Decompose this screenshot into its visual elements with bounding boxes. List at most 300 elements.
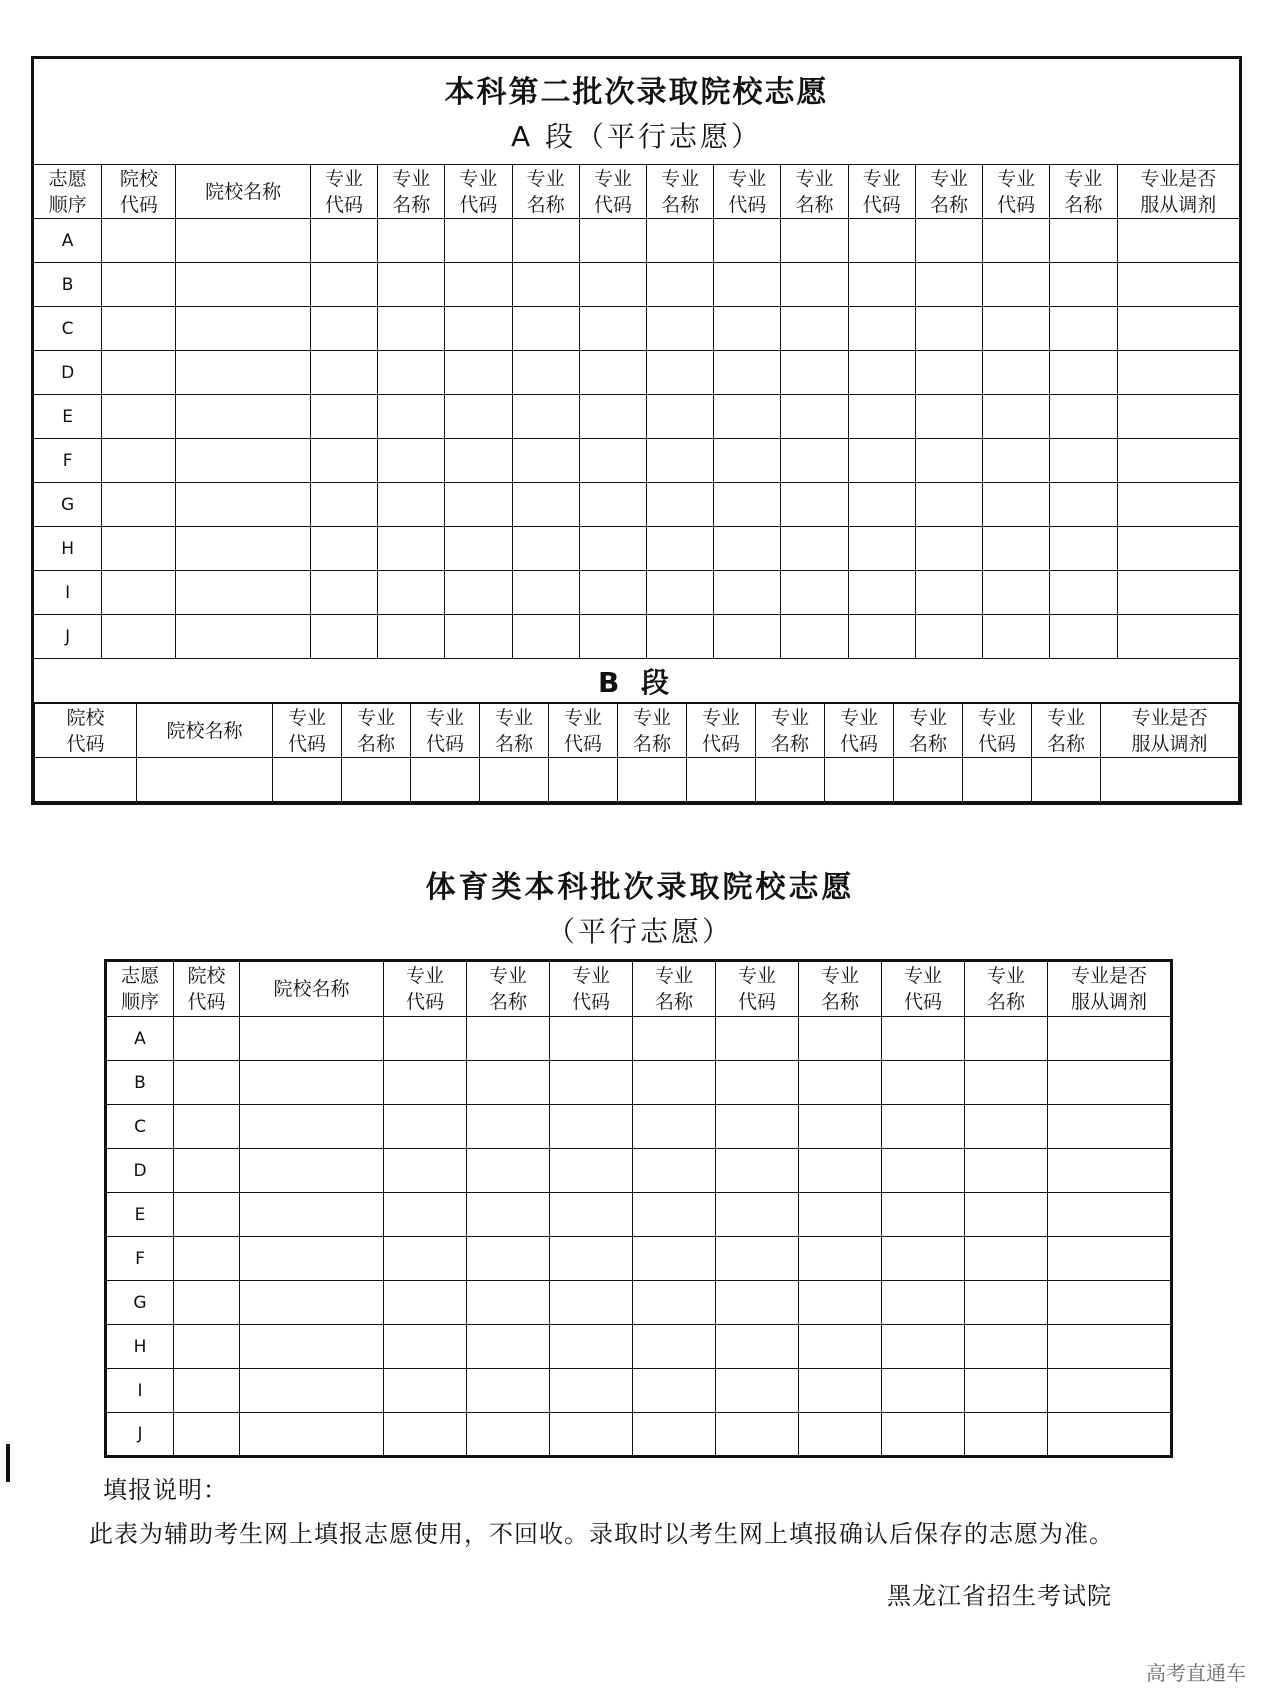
- fill-cell[interactable]: [1117, 615, 1240, 659]
- fill-cell[interactable]: [915, 307, 982, 351]
- fill-cell[interactable]: [512, 307, 579, 351]
- fill-cell[interactable]: [102, 351, 176, 395]
- fill-cell[interactable]: [687, 758, 756, 802]
- fill-cell[interactable]: [716, 1149, 799, 1193]
- fill-cell[interactable]: [549, 758, 618, 802]
- fill-cell[interactable]: [240, 1413, 384, 1457]
- fill-cell[interactable]: [714, 571, 781, 615]
- fill-cell[interactable]: [714, 307, 781, 351]
- fill-cell[interactable]: [965, 1149, 1048, 1193]
- fill-cell[interactable]: [983, 483, 1050, 527]
- fill-cell[interactable]: [882, 1149, 965, 1193]
- fill-cell[interactable]: [550, 1149, 633, 1193]
- fill-cell[interactable]: [445, 527, 512, 571]
- fill-cell[interactable]: [176, 351, 310, 395]
- fill-cell[interactable]: [467, 1413, 550, 1457]
- fill-cell[interactable]: [965, 1193, 1048, 1237]
- fill-cell[interactable]: [716, 1017, 799, 1061]
- fill-cell[interactable]: [310, 483, 377, 527]
- fill-cell[interactable]: [174, 1105, 240, 1149]
- fill-cell[interactable]: [894, 758, 963, 802]
- fill-cell[interactable]: [915, 571, 982, 615]
- fill-cell[interactable]: [646, 527, 713, 571]
- fill-cell[interactable]: [646, 571, 713, 615]
- fill-cell[interactable]: [176, 263, 310, 307]
- header-school-code-line: 院校: [66, 706, 105, 729]
- fill-cell[interactable]: [781, 439, 848, 483]
- fill-cell[interactable]: [714, 527, 781, 571]
- fill-cell[interactable]: [1048, 1237, 1172, 1281]
- fill-cell[interactable]: [174, 1149, 240, 1193]
- fill-cell[interactable]: [781, 395, 848, 439]
- fill-cell[interactable]: [384, 1105, 467, 1149]
- fill-cell[interactable]: [1101, 758, 1239, 802]
- fill-cell[interactable]: [174, 1061, 240, 1105]
- fill-cell[interactable]: [579, 483, 646, 527]
- fill-cell[interactable]: [579, 527, 646, 571]
- fill-cell[interactable]: [716, 1281, 799, 1325]
- fill-cell[interactable]: [799, 1413, 882, 1457]
- fill-cell[interactable]: [384, 1061, 467, 1105]
- header-major-code-line: 专业: [728, 167, 767, 190]
- fill-cell[interactable]: [915, 615, 982, 659]
- fill-cell[interactable]: [579, 439, 646, 483]
- fill-cell[interactable]: [445, 263, 512, 307]
- fill-cell[interactable]: [467, 1281, 550, 1325]
- fill-cell[interactable]: [1048, 1017, 1172, 1061]
- fill-cell[interactable]: [714, 263, 781, 307]
- fill-cell[interactable]: [716, 1369, 799, 1413]
- fill-cell[interactable]: [799, 1061, 882, 1105]
- fill-cell[interactable]: [618, 758, 687, 802]
- fill-cell[interactable]: [467, 1237, 550, 1281]
- fill-cell[interactable]: [633, 1281, 716, 1325]
- fill-cell[interactable]: [1117, 571, 1240, 615]
- fill-cell[interactable]: [102, 307, 176, 351]
- fill-cell[interactable]: [983, 307, 1050, 351]
- fill-cell[interactable]: [646, 439, 713, 483]
- fill-cell[interactable]: [240, 1281, 384, 1325]
- fill-cell[interactable]: [240, 1061, 384, 1105]
- fill-cell[interactable]: [378, 351, 445, 395]
- fill-cell[interactable]: [445, 219, 512, 263]
- fill-cell[interactable]: [965, 1281, 1048, 1325]
- fill-cell[interactable]: [378, 439, 445, 483]
- fill-cell[interactable]: [714, 439, 781, 483]
- fill-cell[interactable]: [445, 615, 512, 659]
- header-adjust: [1048, 961, 1172, 1017]
- fill-cell[interactable]: [579, 307, 646, 351]
- fill-cell[interactable]: [965, 1237, 1048, 1281]
- fill-cell[interactable]: [716, 1105, 799, 1149]
- fill-cell[interactable]: [633, 1369, 716, 1413]
- fill-cell[interactable]: [174, 1369, 240, 1413]
- fill-cell[interactable]: [1048, 1193, 1172, 1237]
- fill-cell[interactable]: [342, 758, 411, 802]
- fill-cell[interactable]: [882, 1369, 965, 1413]
- sports-rows: [106, 1017, 1172, 1457]
- fill-cell[interactable]: [240, 1237, 384, 1281]
- fill-cell[interactable]: [467, 1193, 550, 1237]
- fill-cell[interactable]: [882, 1413, 965, 1457]
- fill-cell[interactable]: [781, 307, 848, 351]
- fill-cell[interactable]: [1048, 1369, 1172, 1413]
- fill-cell[interactable]: [445, 351, 512, 395]
- fill-cell[interactable]: [825, 758, 894, 802]
- fill-cell[interactable]: [716, 1061, 799, 1105]
- fill-cell[interactable]: [882, 1237, 965, 1281]
- fill-cell[interactable]: [384, 1325, 467, 1369]
- fill-cell[interactable]: [1117, 219, 1240, 263]
- fill-cell[interactable]: [646, 483, 713, 527]
- fill-cell[interactable]: [848, 351, 915, 395]
- fill-cell[interactable]: [445, 307, 512, 351]
- fill-cell[interactable]: [1048, 1413, 1172, 1457]
- fill-cell[interactable]: [512, 439, 579, 483]
- fill-cell[interactable]: [983, 395, 1050, 439]
- fill-cell[interactable]: [176, 615, 310, 659]
- fill-cell[interactable]: [983, 263, 1050, 307]
- fill-cell[interactable]: [378, 307, 445, 351]
- fill-cell[interactable]: [1117, 351, 1240, 395]
- fill-cell[interactable]: [799, 1017, 882, 1061]
- fill-cell[interactable]: [756, 758, 825, 802]
- fill-cell[interactable]: [378, 527, 445, 571]
- fill-cell[interactable]: [102, 615, 176, 659]
- fill-cell[interactable]: [633, 1105, 716, 1149]
- fill-cell[interactable]: [848, 571, 915, 615]
- fill-cell[interactable]: [1050, 439, 1117, 483]
- fill-cell[interactable]: [965, 1105, 1048, 1149]
- fill-cell[interactable]: [512, 219, 579, 263]
- a-section-row: [33, 351, 1241, 395]
- fill-cell[interactable]: [176, 571, 310, 615]
- fill-cell[interactable]: [633, 1193, 716, 1237]
- fill-cell[interactable]: [411, 758, 480, 802]
- fill-cell[interactable]: [579, 571, 646, 615]
- fill-cell[interactable]: [174, 1281, 240, 1325]
- fill-cell[interactable]: [384, 1413, 467, 1457]
- fill-cell[interactable]: [176, 483, 310, 527]
- fill-cell[interactable]: [102, 263, 176, 307]
- fill-cell[interactable]: [965, 1413, 1048, 1457]
- fill-cell[interactable]: [467, 1105, 550, 1149]
- fill-cell[interactable]: [550, 1105, 633, 1149]
- header-major-code-line: 专业: [977, 706, 1016, 729]
- fill-cell[interactable]: [384, 1369, 467, 1413]
- fill-cell[interactable]: [512, 527, 579, 571]
- fill-cell[interactable]: [240, 1149, 384, 1193]
- fill-cell[interactable]: [378, 615, 445, 659]
- fill-cell[interactable]: [1032, 758, 1101, 802]
- fill-cell[interactable]: [646, 395, 713, 439]
- sports-row: [106, 1061, 1172, 1105]
- fill-cell[interactable]: [467, 1061, 550, 1105]
- fill-cell[interactable]: [174, 1193, 240, 1237]
- fill-cell[interactable]: [102, 439, 176, 483]
- fill-cell[interactable]: [467, 1017, 550, 1061]
- fill-cell[interactable]: [1117, 439, 1240, 483]
- fill-cell[interactable]: [983, 615, 1050, 659]
- fill-cell[interactable]: [633, 1149, 716, 1193]
- fill-cell[interactable]: [983, 571, 1050, 615]
- fill-cell[interactable]: [781, 527, 848, 571]
- fill-cell[interactable]: [848, 219, 915, 263]
- fill-cell[interactable]: [799, 1325, 882, 1369]
- fill-cell[interactable]: [384, 1193, 467, 1237]
- fill-cell[interactable]: [240, 1325, 384, 1369]
- fill-cell[interactable]: [646, 307, 713, 351]
- fill-cell[interactable]: [1050, 307, 1117, 351]
- fill-cell[interactable]: [781, 483, 848, 527]
- fill-cell[interactable]: [102, 527, 176, 571]
- fill-cell[interactable]: [174, 1237, 240, 1281]
- fill-cell[interactable]: [1050, 483, 1117, 527]
- fill-cell[interactable]: [378, 395, 445, 439]
- fill-cell[interactable]: [646, 263, 713, 307]
- header-school-name: 院校名称: [176, 165, 310, 219]
- fill-cell[interactable]: [882, 1061, 965, 1105]
- b-section-input-row: [35, 758, 1239, 802]
- fill-cell[interactable]: [716, 1193, 799, 1237]
- sports-row: [106, 1369, 1172, 1413]
- fill-cell[interactable]: [102, 571, 176, 615]
- fill-cell[interactable]: [848, 263, 915, 307]
- fill-cell[interactable]: [240, 1017, 384, 1061]
- fill-cell[interactable]: [714, 615, 781, 659]
- fill-cell[interactable]: [176, 307, 310, 351]
- fill-cell[interactable]: [965, 1017, 1048, 1061]
- sports-row: [106, 1105, 1172, 1149]
- fill-cell[interactable]: [550, 1237, 633, 1281]
- fill-cell[interactable]: [445, 439, 512, 483]
- row-label: D: [106, 1149, 174, 1193]
- header-major-code-line: 代码: [701, 732, 740, 755]
- fill-cell[interactable]: [781, 571, 848, 615]
- fill-cell[interactable]: [716, 1237, 799, 1281]
- a-section-row: [33, 483, 1241, 527]
- fill-cell[interactable]: [799, 1149, 882, 1193]
- fill-cell[interactable]: [799, 1105, 882, 1149]
- fill-cell[interactable]: [882, 1325, 965, 1369]
- fill-cell[interactable]: [550, 1017, 633, 1061]
- fill-cell[interactable]: [646, 219, 713, 263]
- fill-cell[interactable]: [310, 439, 377, 483]
- header-major-name: [756, 704, 825, 758]
- fill-cell[interactable]: [137, 758, 273, 802]
- fill-cell[interactable]: [579, 615, 646, 659]
- fill-cell[interactable]: [646, 615, 713, 659]
- fill-cell[interactable]: [445, 483, 512, 527]
- fill-cell[interactable]: [983, 439, 1050, 483]
- fill-cell[interactable]: [1048, 1281, 1172, 1325]
- b-section-container: [33, 703, 1241, 804]
- fill-cell[interactable]: [1050, 351, 1117, 395]
- fill-cell[interactable]: [633, 1237, 716, 1281]
- fill-cell[interactable]: [467, 1149, 550, 1193]
- fill-cell[interactable]: [102, 219, 176, 263]
- fill-cell[interactable]: [714, 351, 781, 395]
- fill-cell[interactable]: [174, 1325, 240, 1369]
- fill-cell[interactable]: [915, 439, 982, 483]
- fill-cell[interactable]: [579, 219, 646, 263]
- fill-cell[interactable]: [550, 1369, 633, 1413]
- fill-cell[interactable]: [579, 395, 646, 439]
- fill-cell[interactable]: [633, 1325, 716, 1369]
- fill-cell[interactable]: [310, 219, 377, 263]
- row-label: J: [33, 615, 102, 659]
- fill-cell[interactable]: [646, 351, 713, 395]
- fill-cell[interactable]: [1050, 615, 1117, 659]
- fill-cell[interactable]: [310, 263, 377, 307]
- fill-cell[interactable]: [848, 615, 915, 659]
- fill-cell[interactable]: [240, 1105, 384, 1149]
- fill-cell[interactable]: [714, 483, 781, 527]
- fill-cell[interactable]: [799, 1193, 882, 1237]
- fill-cell[interactable]: [882, 1281, 965, 1325]
- header-major-code: [579, 165, 646, 219]
- fill-cell[interactable]: [848, 439, 915, 483]
- fill-cell[interactable]: [550, 1061, 633, 1105]
- fill-cell[interactable]: [550, 1281, 633, 1325]
- fill-cell[interactable]: [781, 351, 848, 395]
- fill-cell[interactable]: [467, 1369, 550, 1413]
- fill-cell[interactable]: [102, 483, 176, 527]
- fill-cell[interactable]: [1117, 307, 1240, 351]
- fill-cell[interactable]: [102, 395, 176, 439]
- fill-cell[interactable]: [384, 1017, 467, 1061]
- header-major-name-line: 专业: [488, 965, 527, 987]
- fill-cell[interactable]: [915, 351, 982, 395]
- header-order: [106, 961, 174, 1017]
- fill-cell[interactable]: [983, 219, 1050, 263]
- fill-cell[interactable]: [384, 1149, 467, 1193]
- fill-cell[interactable]: [512, 615, 579, 659]
- fill-cell[interactable]: [512, 351, 579, 395]
- fill-cell[interactable]: [1050, 395, 1117, 439]
- fill-cell[interactable]: [799, 1237, 882, 1281]
- fill-cell[interactable]: [310, 395, 377, 439]
- fill-cell[interactable]: [882, 1193, 965, 1237]
- fill-cell[interactable]: [384, 1237, 467, 1281]
- fill-cell[interactable]: [781, 263, 848, 307]
- fill-cell[interactable]: [799, 1369, 882, 1413]
- fill-cell[interactable]: [983, 527, 1050, 571]
- fill-cell[interactable]: [1050, 263, 1117, 307]
- fill-cell[interactable]: [176, 395, 310, 439]
- fill-cell[interactable]: [633, 1061, 716, 1105]
- fill-cell[interactable]: [512, 571, 579, 615]
- header-major-name-line: 名称: [986, 991, 1025, 1013]
- fill-cell[interactable]: [579, 263, 646, 307]
- fill-cell[interactable]: [915, 483, 982, 527]
- fill-cell[interactable]: [1048, 1149, 1172, 1193]
- fill-cell[interactable]: [1048, 1061, 1172, 1105]
- fill-cell[interactable]: [310, 615, 377, 659]
- fill-cell[interactable]: [1048, 1105, 1172, 1149]
- fill-cell[interactable]: [848, 395, 915, 439]
- fill-cell[interactable]: [310, 307, 377, 351]
- fill-cell[interactable]: [633, 1017, 716, 1061]
- fill-cell[interactable]: [714, 395, 781, 439]
- header-school-name: 院校名称: [240, 961, 384, 1017]
- fill-cell[interactable]: [176, 439, 310, 483]
- fill-cell[interactable]: [1117, 483, 1240, 527]
- fill-cell[interactable]: [176, 219, 310, 263]
- fill-cell[interactable]: [550, 1325, 633, 1369]
- fill-cell[interactable]: [633, 1413, 716, 1457]
- fill-cell[interactable]: [983, 351, 1050, 395]
- fill-cell[interactable]: [445, 395, 512, 439]
- fill-cell[interactable]: [781, 219, 848, 263]
- fill-cell[interactable]: [174, 1017, 240, 1061]
- fill-cell[interactable]: [378, 219, 445, 263]
- fill-cell[interactable]: [310, 571, 377, 615]
- fill-cell[interactable]: [963, 758, 1032, 802]
- fill-cell[interactable]: [716, 1325, 799, 1369]
- fill-cell[interactable]: [1117, 263, 1240, 307]
- fill-cell[interactable]: [1117, 527, 1240, 571]
- fill-cell[interactable]: [965, 1325, 1048, 1369]
- fill-cell[interactable]: [35, 758, 137, 802]
- fill-cell[interactable]: [310, 351, 377, 395]
- fill-cell[interactable]: [512, 395, 579, 439]
- fill-cell[interactable]: [579, 351, 646, 395]
- fill-cell[interactable]: [965, 1369, 1048, 1413]
- fill-cell[interactable]: [781, 615, 848, 659]
- fill-cell[interactable]: [512, 263, 579, 307]
- fill-cell[interactable]: [848, 483, 915, 527]
- fill-cell[interactable]: [915, 395, 982, 439]
- fill-cell[interactable]: [550, 1193, 633, 1237]
- fill-cell[interactable]: [915, 263, 982, 307]
- fill-cell[interactable]: [848, 307, 915, 351]
- fill-cell[interactable]: [915, 219, 982, 263]
- fill-cell[interactable]: [378, 483, 445, 527]
- fill-cell[interactable]: [176, 527, 310, 571]
- fill-cell[interactable]: [716, 1413, 799, 1457]
- fill-cell[interactable]: [480, 758, 549, 802]
- fill-cell[interactable]: [467, 1325, 550, 1369]
- fill-cell[interactable]: [378, 263, 445, 307]
- fill-cell[interactable]: [882, 1017, 965, 1061]
- fill-cell[interactable]: [1050, 219, 1117, 263]
- fill-cell[interactable]: [1048, 1325, 1172, 1369]
- fill-cell[interactable]: [240, 1193, 384, 1237]
- fill-cell[interactable]: [550, 1413, 633, 1457]
- fill-cell[interactable]: [1117, 395, 1240, 439]
- fill-cell[interactable]: [310, 527, 377, 571]
- fill-cell[interactable]: [240, 1369, 384, 1413]
- header-major-code-line: 专业: [563, 706, 602, 729]
- fill-cell[interactable]: [512, 483, 579, 527]
- header-major-name-line: 名称: [488, 991, 527, 1013]
- fill-cell[interactable]: [799, 1281, 882, 1325]
- fill-cell[interactable]: [445, 571, 512, 615]
- header-adjust: [1101, 704, 1239, 758]
- fill-cell[interactable]: [384, 1281, 467, 1325]
- fill-cell[interactable]: [848, 527, 915, 571]
- fill-cell[interactable]: [273, 758, 342, 802]
- fill-cell[interactable]: [714, 219, 781, 263]
- fill-cell[interactable]: [1050, 571, 1117, 615]
- fill-cell[interactable]: [174, 1413, 240, 1457]
- fill-cell[interactable]: [882, 1105, 965, 1149]
- fill-cell[interactable]: [915, 527, 982, 571]
- fill-cell[interactable]: [1050, 527, 1117, 571]
- fill-cell[interactable]: [378, 571, 445, 615]
- fill-cell[interactable]: [965, 1061, 1048, 1105]
